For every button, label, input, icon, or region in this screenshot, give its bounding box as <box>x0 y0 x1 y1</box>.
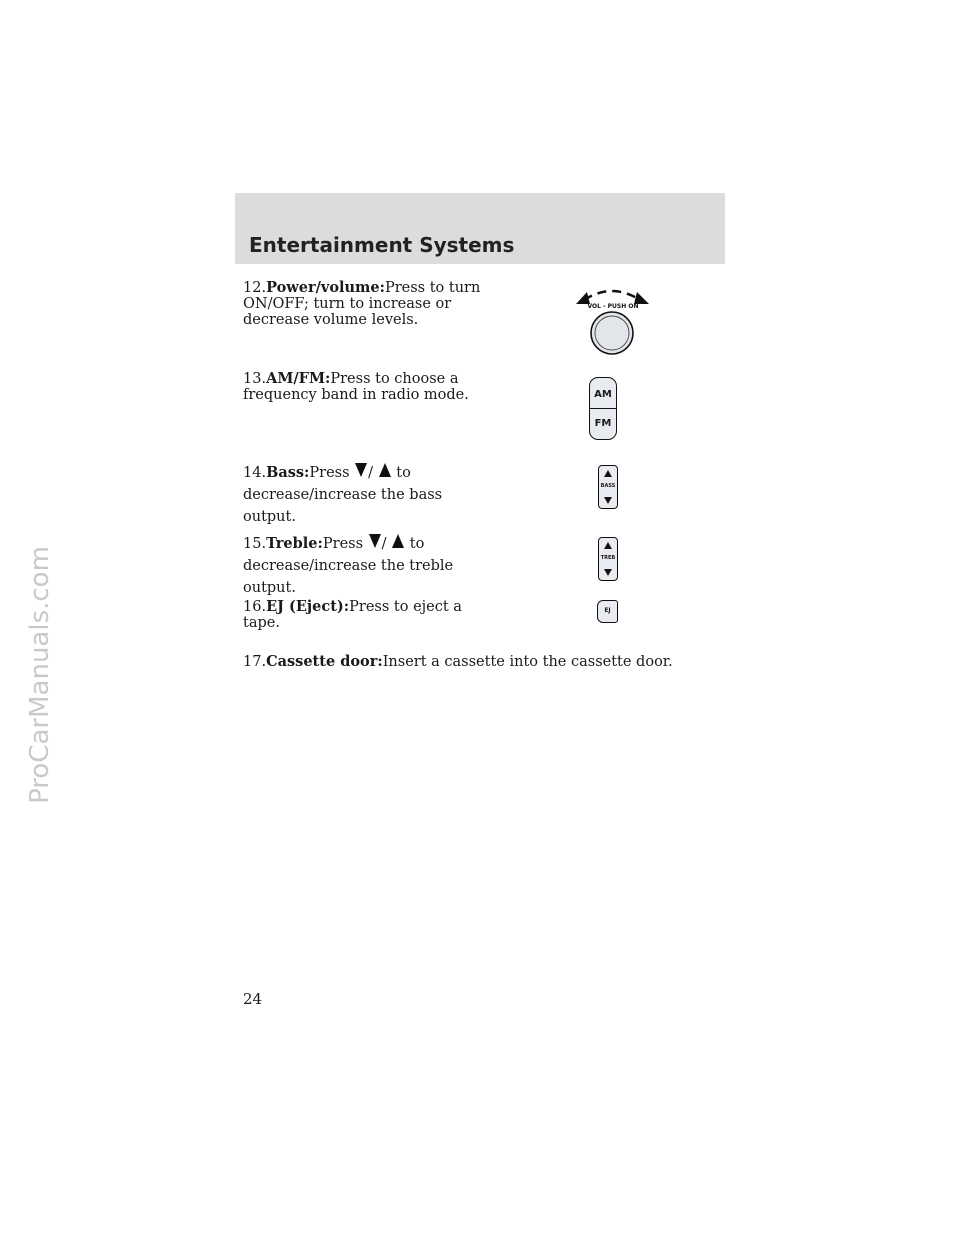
item-term: AM/FM: <box>266 370 331 387</box>
eject-button-figure <box>597 600 618 623</box>
volume-knob-icon <box>570 284 655 356</box>
item-description: Press to turn ON/OFF; turn to increase or decrease volume levels. <box>243 280 481 328</box>
item-to-word: to <box>396 465 411 481</box>
item-number: 13. <box>243 371 267 387</box>
item-term: EJ (Eject): <box>266 598 350 615</box>
eject-label: EJ <box>604 607 611 614</box>
item-term: Treble: <box>266 535 323 552</box>
item-term: Bass: <box>266 464 310 481</box>
down-triangle-icon <box>354 462 368 484</box>
item-description: Press to choose a frequency band in radio mode. <box>243 371 469 403</box>
bass-label: BASS <box>600 483 616 489</box>
down-triangle-icon <box>604 569 612 576</box>
volume-knob-figure <box>570 284 655 360</box>
fm-label: FM <box>594 418 612 429</box>
item-separator: / <box>368 465 374 481</box>
volume-knob-label: VOL - PUSH ON <box>587 303 639 310</box>
item-number: 17. <box>243 654 267 670</box>
am-fm-button-figure <box>589 377 617 440</box>
item-number: 12. <box>243 280 267 296</box>
item-description: Insert a cassette into the cassette door. <box>382 654 673 670</box>
treble-rocker-figure <box>598 537 618 581</box>
treble-label: TREB <box>600 555 616 561</box>
item-number: 16. <box>243 599 267 615</box>
up-triangle-icon <box>604 470 612 477</box>
item-to-word: to <box>409 536 425 552</box>
item-cassette-door <box>243 654 703 670</box>
item-description: decrease/increase the bass output. <box>243 487 443 525</box>
am-label: AM <box>594 389 612 400</box>
page-number: 24 <box>243 990 263 1008</box>
section-title: Entertainment Systems <box>249 233 515 257</box>
down-triangle-icon <box>604 497 612 504</box>
item-number: 15. <box>243 536 267 552</box>
item-power-volume <box>243 280 483 328</box>
divider <box>590 408 616 409</box>
section-header <box>235 193 725 264</box>
item-treble <box>243 533 493 599</box>
item-number: 14. <box>243 465 267 481</box>
item-separator: / <box>381 536 387 552</box>
up-triangle-icon <box>378 462 392 484</box>
bass-rocker-figure <box>598 465 618 509</box>
watermark <box>10 495 70 855</box>
item-term: Power/volume: <box>266 279 385 296</box>
up-triangle-icon <box>391 533 405 555</box>
item-press-word: Press <box>309 465 350 481</box>
item-bass <box>243 462 493 528</box>
up-triangle-icon <box>604 542 612 549</box>
item-description: decrease/increase the treble output. <box>243 558 454 596</box>
down-triangle-icon <box>368 533 382 555</box>
item-description: Press to eject a tape. <box>243 599 462 631</box>
item-eject <box>243 599 463 631</box>
item-term: Cassette door: <box>266 653 383 670</box>
item-press-word: Press <box>322 536 364 552</box>
watermark-text: ProCarManuals.com <box>25 546 55 804</box>
item-am-fm <box>243 371 483 403</box>
